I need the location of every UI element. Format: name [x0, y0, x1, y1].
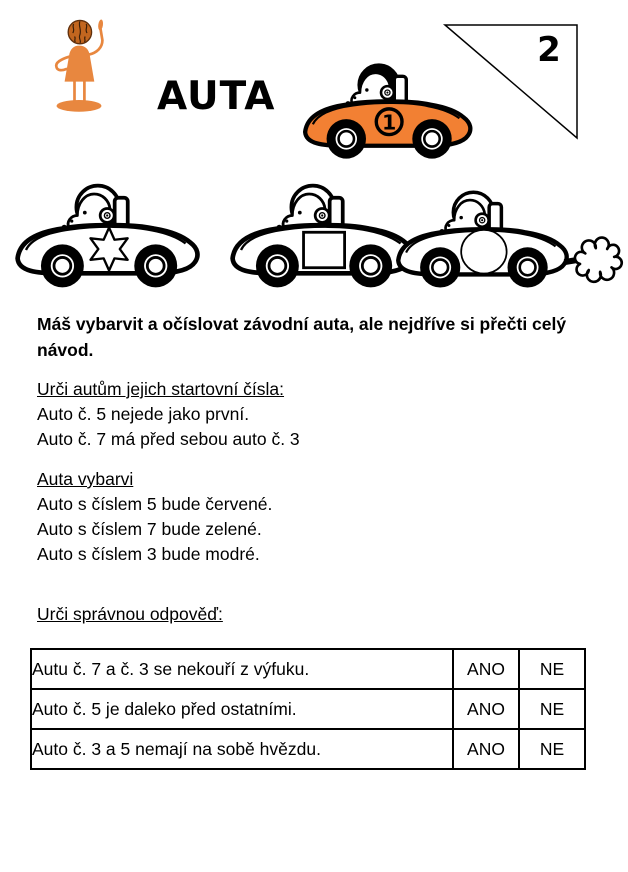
- instruction-line: Auto s číslem 5 bude červené.: [37, 494, 273, 514]
- instruction-line: Auto s číslem 7 bude zelené.: [37, 519, 262, 539]
- ano-option[interactable]: ANO: [453, 649, 519, 689]
- page-number: 2: [537, 30, 561, 70]
- intro-text: Máš vybarvit a očíslovat závodní auta, ale nejdříve si přečti celý návod.: [37, 314, 567, 360]
- oval-emblem: [461, 230, 506, 274]
- rectangle-emblem: [304, 232, 345, 267]
- page-title: AUTA: [157, 74, 276, 119]
- instruction-line: Auto č. 5 nejede jako první.: [37, 404, 250, 424]
- section-starting-numbers: [37, 377, 300, 452]
- ano-option[interactable]: ANO: [453, 729, 519, 769]
- statement-cell: Auto č. 5 je daleko před ostatními.: [31, 689, 453, 729]
- race-car-star[interactable]: [12, 180, 208, 297]
- table-row: [31, 689, 585, 729]
- section-heading: Auta vybarvi: [37, 469, 134, 489]
- race-car-oval[interactable]: [393, 187, 628, 296]
- table-row: [31, 649, 585, 689]
- ano-option[interactable]: ANO: [453, 689, 519, 729]
- thinker-figure-icon: [43, 12, 115, 117]
- hero-race-car-orange: [300, 60, 480, 167]
- instruction-line: Auto č. 7 má před sebou auto č. 3: [37, 429, 300, 449]
- hero-car-number: 1: [381, 110, 397, 135]
- ne-option[interactable]: NE: [519, 729, 585, 769]
- answers-heading: Urči správnou odpověď:: [37, 604, 223, 624]
- ne-option[interactable]: NE: [519, 649, 585, 689]
- table-row: [31, 729, 585, 769]
- ne-option[interactable]: NE: [519, 689, 585, 729]
- instruction-line: Auto s číslem 3 bude modré.: [37, 544, 260, 564]
- exhaust-smoke-icon: [564, 238, 621, 282]
- section-heading: Urči autům jejich startovní čísla:: [37, 379, 285, 399]
- section-coloring: [37, 467, 272, 567]
- answers-table: [30, 648, 586, 770]
- statement-cell: Autu č. 7 a č. 3 se nekouří z výfuku.: [31, 649, 453, 689]
- statement-cell: Auto č. 3 a 5 nemají na sobě hvězdu.: [31, 729, 453, 769]
